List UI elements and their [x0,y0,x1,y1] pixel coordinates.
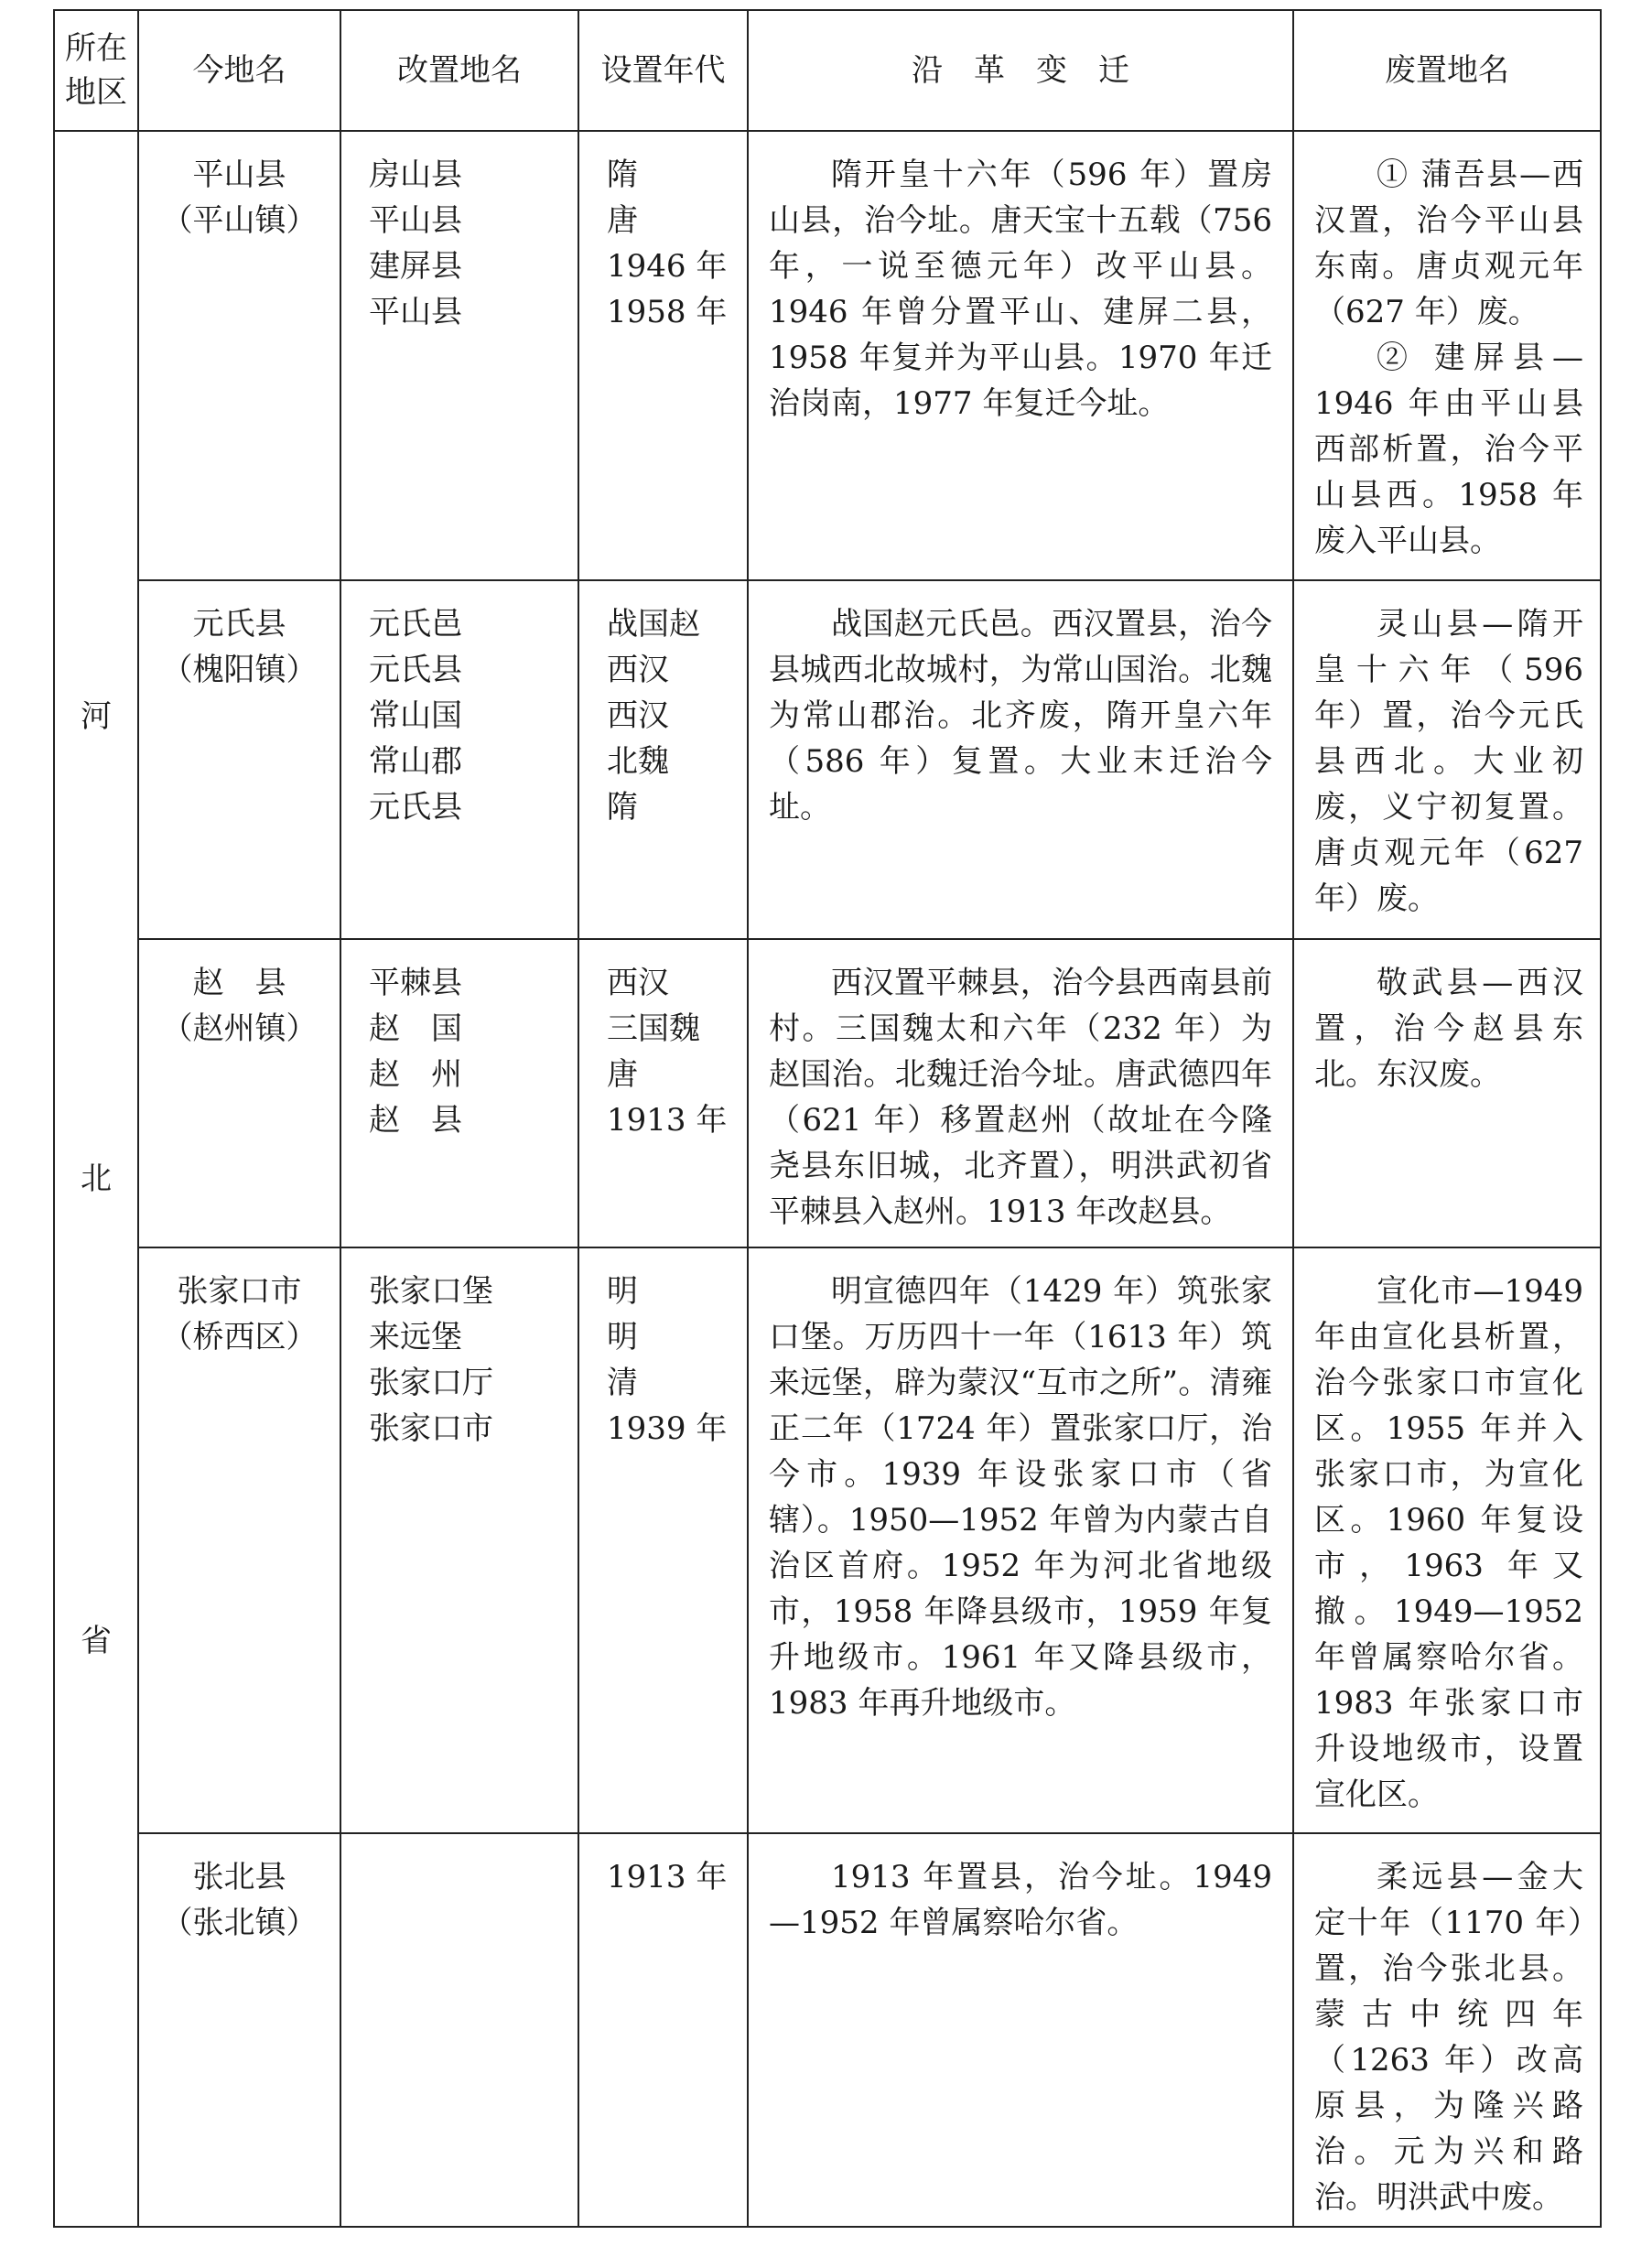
era: 三国魏 [607,1010,700,1047]
era: 清 [607,1365,638,1401]
current-name: 张家口市 [177,1273,302,1310]
era: 1913 年 [607,1859,728,1895]
era: 隋 [607,157,638,193]
table-row [54,1247,1601,1833]
era: 战国赵 [607,606,700,642]
former-name-cell [340,131,578,580]
era-cell [578,131,748,580]
history-cell: 隋开皇十六年（596 年）置房山县，治今址。唐天宝十五载（756 年，一说至德元年）改平山县。1946 年曾分置平山、建屏二县，1958 年复并为平山县。1970 年迁治岗南，1977 年复迁今址。 [748,131,1293,580]
former-name: 平棘县 [369,965,462,1001]
era-cell [578,1247,748,1833]
header-current-name: 今地名 [138,10,340,131]
county-seat: （桥西区） [161,1319,318,1355]
gazetteer-table [53,9,1602,2228]
header-region-line-1: 所在 [65,30,127,67]
abolished-entry: ① 蒲吾县—西汉置，治今平山县东南。唐贞观元年（627 年）废。 [1314,157,1583,330]
current-name: 元氏县 [192,606,286,642]
current-name: 赵 县 [192,965,286,1001]
table-row [54,939,1601,1247]
abolished-entry: 灵山县—隋开皇十六年（596 年）置，治今元氏县西北。大业初废，义宁初复置。唐贞观元年（627 年）废。 [1314,606,1583,917]
abolished-entry: 宣化市—1949 年由宣化县析置，治今张家口市宣化区。1955 年并入张家口市，为宣化区。1960 年复设市，1963 年又撤。1949—1952 年曾属察哈尔省。1983 年张家口市升设地级市，设置宣化区。 [1314,1273,1583,1813]
era: 唐 [607,1056,638,1093]
history-cell: 明宣德四年（1429 年）筑张家口堡。万历四十一年（1613 年）筑来远堡，辟为蒙汉“互市之所”。清雍正二年（1724 年）置张家口厅，治今市。1939 年设张家口市（省辖）。1950—1952 年曾为内蒙古自治区首府。1952 年为河北省地级市，1958 年降县级市，1959 年复升地级市。1961 年又降县级市，1983 年再升地级市。 [748,1247,1293,1833]
former-name: 元氏县 [369,652,462,688]
header-history: 沿 革 变 迁 [748,10,1293,131]
former-name-cell [340,1247,578,1833]
era-cell [578,1833,748,2227]
region-char: 省 [81,1623,112,1659]
current-name-cell [138,1247,340,1833]
era: 北魏 [607,743,669,780]
history-cell: 西汉置平棘县，治今县西南县前村。三国魏太和六年（232 年）为赵国治。北魏迁治今址。唐武德四年（621 年）移置赵州（故址在今隆尧县东旧城，北齐置），明洪武初省平棘县入赵州。1913 年改赵县。 [748,939,1293,1247]
era: 1939 年 [607,1410,728,1447]
former-name-cell [340,580,578,939]
former-name: 常山郡 [369,743,462,780]
table-row [54,580,1601,939]
era: 西汉 [607,697,669,734]
former-name: 张家口厅 [369,1365,493,1401]
era: 1958 年 [607,294,728,330]
former-name: 元氏邑 [369,606,462,642]
abolished-cell [1293,1833,1601,2227]
region-char: 河 [81,698,112,735]
former-name: 建屏县 [369,248,462,285]
abolished-cell [1293,131,1601,580]
county-seat: （槐阳镇） [161,652,318,688]
abolished-cell [1293,1247,1601,1833]
former-name: 赵 州 [369,1056,462,1093]
former-name: 房山县 [369,157,462,193]
region-char: 北 [81,1161,112,1197]
history-cell: 1913 年置县，治今址。1949—1952 年曾属察哈尔省。 [748,1833,1293,2227]
county-seat: （平山镇） [161,202,318,239]
current-name: 张北县 [192,1859,286,1895]
former-name-cell [340,1833,578,2227]
header-former-name: 改置地名 [340,10,578,131]
current-name-cell [138,939,340,1247]
former-name: 平山县 [369,294,462,330]
former-name: 赵 县 [369,1102,462,1139]
current-name-cell [138,1833,340,2227]
header-era: 设置年代 [578,10,748,131]
former-name: 张家口市 [369,1410,493,1447]
former-name: 平山县 [369,202,462,239]
former-name: 来远堡 [369,1319,462,1355]
former-name-cell [340,939,578,1247]
era: 1913 年 [607,1102,728,1139]
current-name-cell [138,580,340,939]
era: 明 [607,1319,638,1355]
abolished-cell [1293,580,1601,939]
header-region-line-2: 地区 [65,74,127,111]
former-name: 元氏县 [369,789,462,826]
county-seat: （赵州镇） [161,1010,318,1047]
header-abolished: 废置地名 [1293,10,1601,131]
county-seat: （张北镇） [161,1905,318,1941]
era: 1946 年 [607,248,728,285]
era: 唐 [607,202,638,239]
era-cell [578,580,748,939]
current-name-cell [138,131,340,580]
region-cell [54,131,138,2227]
current-name: 平山县 [192,157,286,193]
abolished-entry: 敬武县—西汉置，治今赵县东北。东汉废。 [1314,965,1583,1093]
former-name: 赵 国 [369,1010,462,1047]
header-region [54,10,138,131]
abolished-entry: ② 建屏县—1946 年由平山县西部析置，治今平山县西。1958 年废入平山县。 [1314,340,1583,559]
history-cell: 战国赵元氏邑。西汉置县，治今县城西北故城村，为常山国治。北魏为常山郡治。北齐废，隋开皇六年（586 年）复置。大业末迁治今址。 [748,580,1293,939]
era: 明 [607,1273,638,1310]
former-name: 张家口堡 [369,1273,493,1310]
former-name: 常山国 [369,697,462,734]
abolished-cell [1293,939,1601,1247]
era: 西汉 [607,652,669,688]
header-row [54,10,1601,131]
table-row [54,131,1601,580]
abolished-entry: 柔远县—金大定十年（1170 年）置，治今张北县。蒙古中统四年（1263 年）改高原县，为隆兴路治。元为兴和路治。明洪武中废。 [1314,1859,1583,2216]
era: 隋 [607,789,638,826]
table-row [54,1833,1601,2227]
era: 西汉 [607,965,669,1001]
era-cell [578,939,748,1247]
